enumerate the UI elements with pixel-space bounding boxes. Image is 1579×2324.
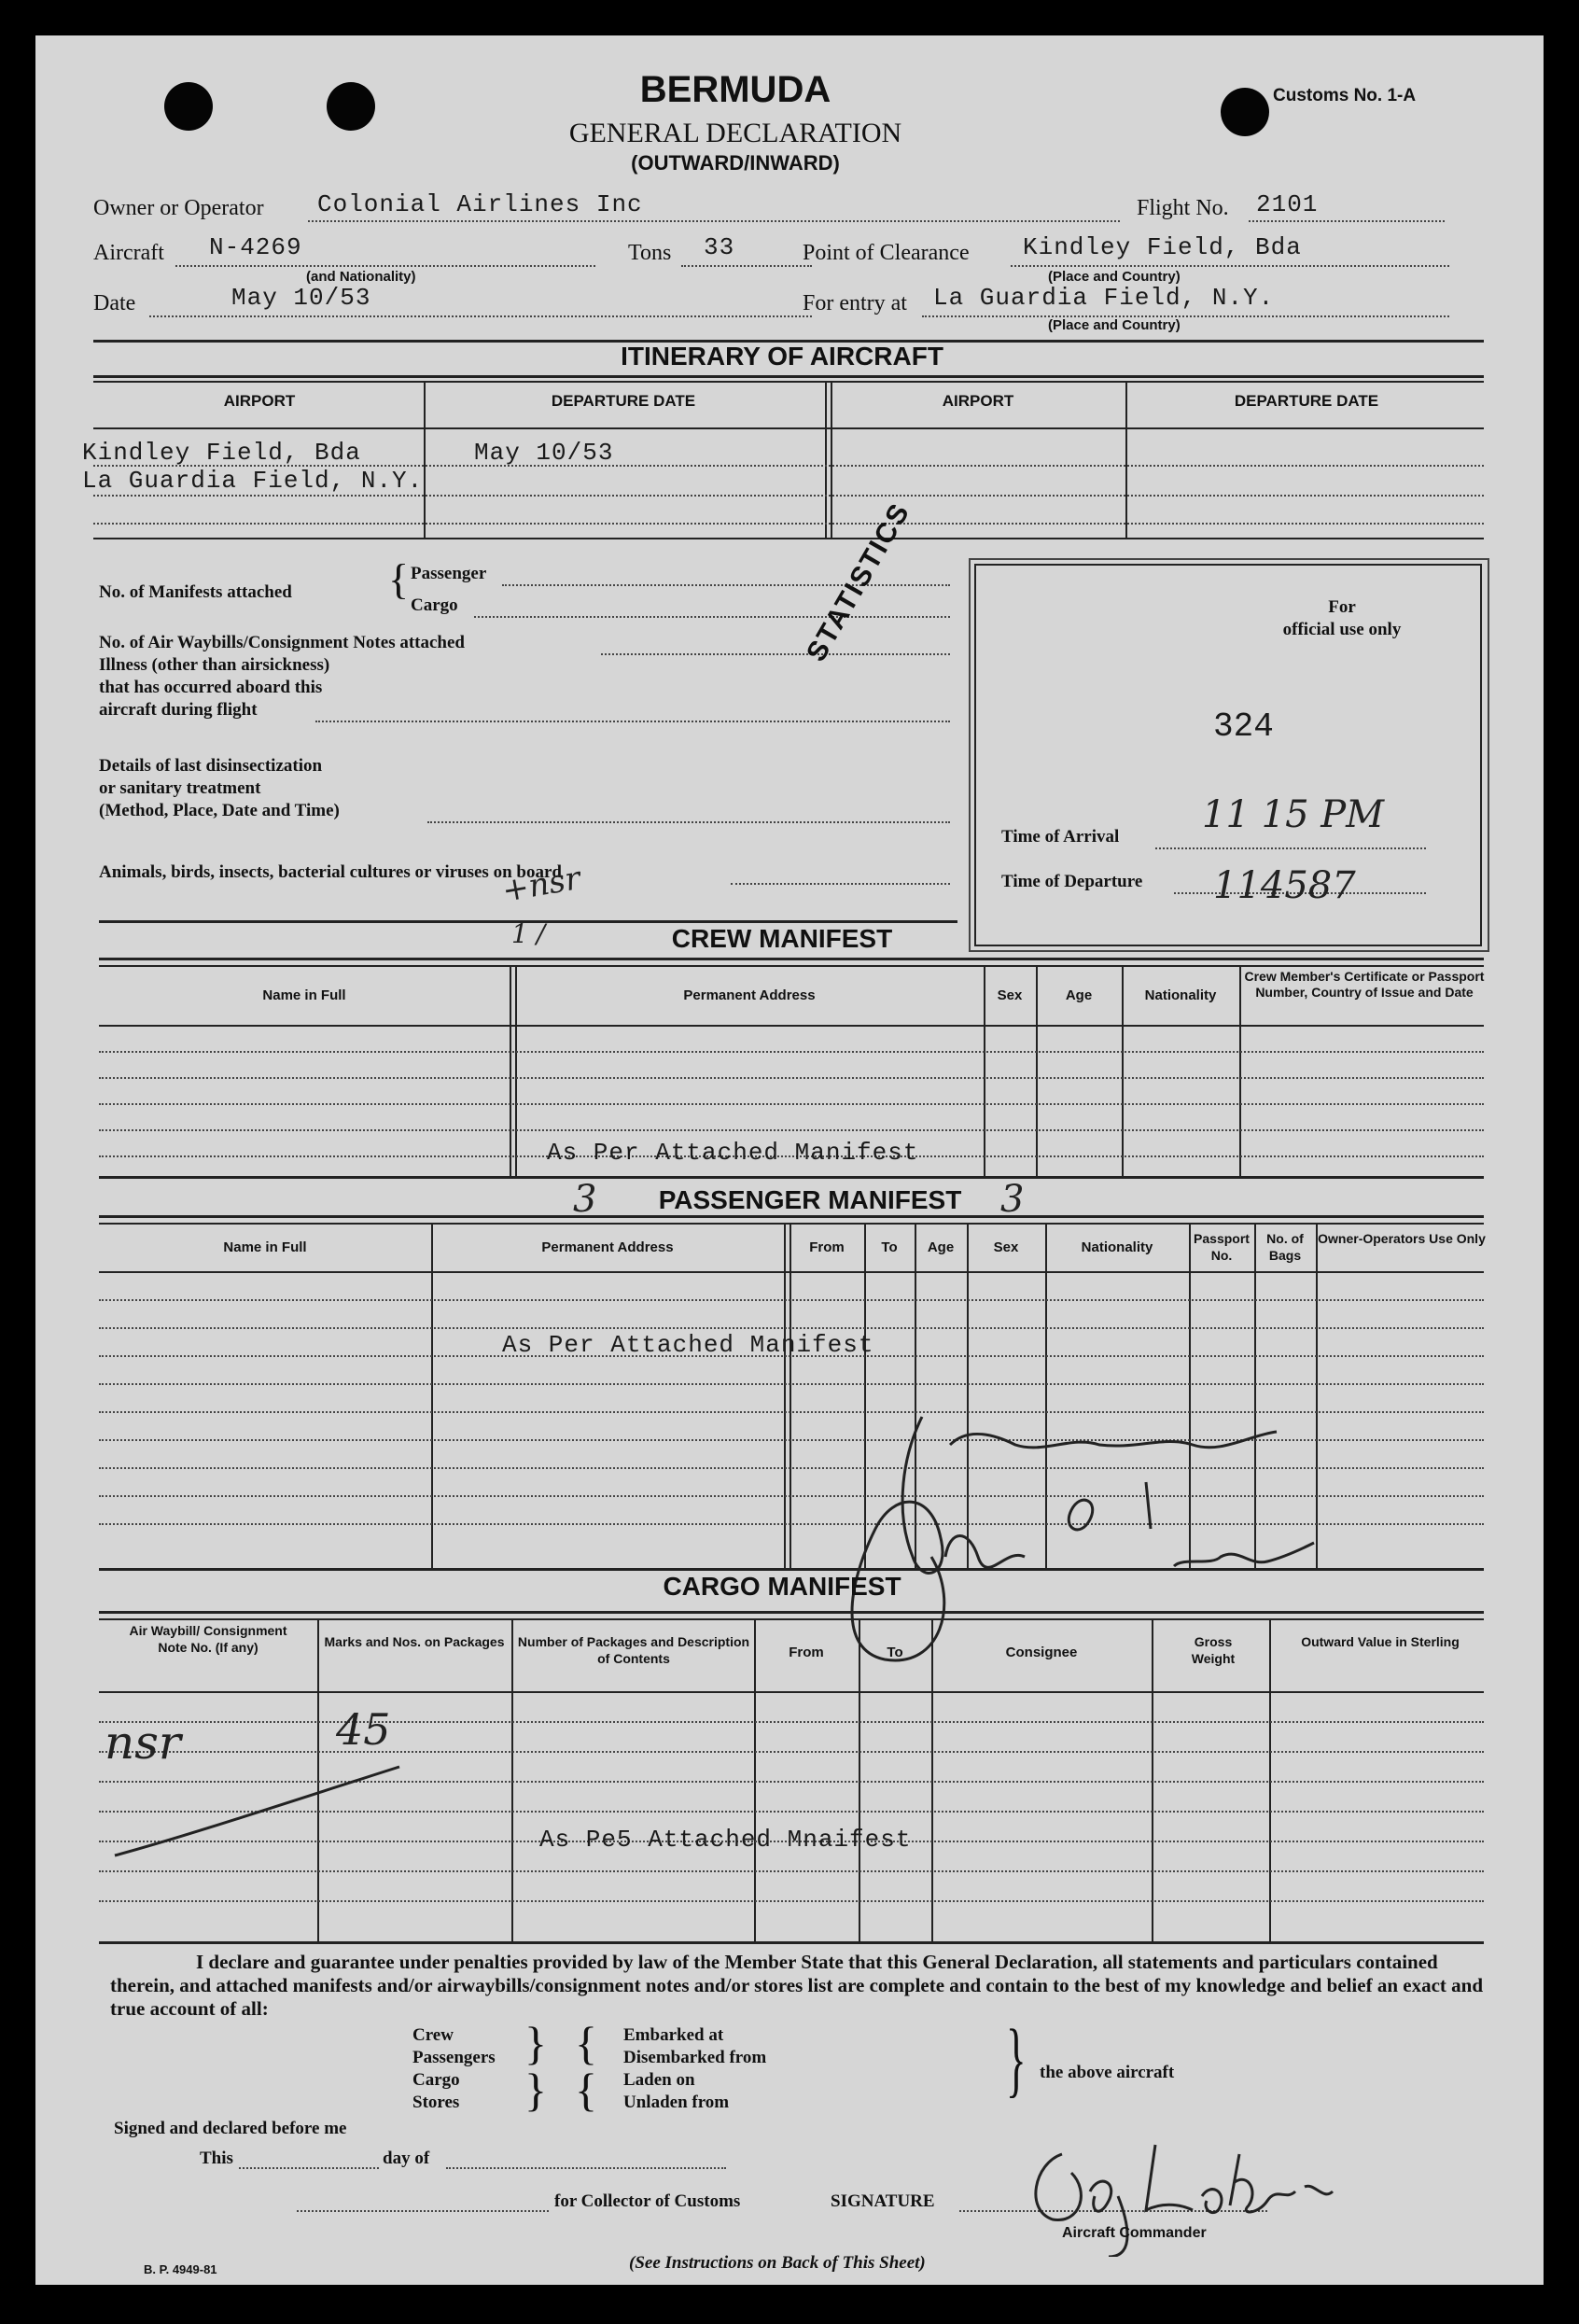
official-number: 324 <box>1213 707 1274 746</box>
statistics-stamp: STATISTICS <box>801 497 916 667</box>
decl-item-cargo: Cargo <box>412 2070 460 2090</box>
passenger-count-right: 3 <box>1000 1178 1025 1221</box>
entry-note: (Place and Country) <box>1048 317 1181 333</box>
clearance-note: (Place and Country) <box>1048 269 1181 285</box>
manifests-label: No. of Manifests attached <box>99 582 292 602</box>
itinerary-row-2-airport: La Guardia Field, N.Y. <box>82 467 424 495</box>
manifests-passenger-label: Passenger <box>411 564 487 583</box>
animals-label: Animals, birds, insects, bacterial cultures or viruses on board <box>99 862 562 882</box>
animals-handwritten-mark: +nsr <box>499 860 583 910</box>
decl-item-laden: Laden on <box>623 2070 695 2090</box>
passenger-col-sex: Sex <box>993 1239 1019 1255</box>
decl-item-disembarked: Disembarked from <box>623 2048 767 2067</box>
aircraft-value: N-4269 <box>209 233 302 261</box>
this-label: This <box>200 2149 233 2168</box>
passenger-title: PASSENGER MANIFEST <box>658 1185 962 1214</box>
itinerary-col-airport-1: AIRPORT <box>223 392 296 410</box>
passenger-col-age: Age <box>927 1239 955 1255</box>
form-subtitle: GENERAL DECLARATION <box>568 118 902 148</box>
cargo-col-packages: Number of Packages and Description of Contents <box>517 1634 750 1666</box>
itinerary-col-date-2: DEPARTURE DATE <box>1234 392 1379 410</box>
tons-value: 33 <box>704 233 735 261</box>
clearance-value: Kindley Field, Bda <box>1023 233 1302 261</box>
manifests-cargo-label: Cargo <box>411 595 458 615</box>
passenger-col-bags: No. of Bags <box>1266 1231 1304 1263</box>
passenger-col-name: Name in Full <box>223 1239 307 1255</box>
aircraft-note: (and Nationality) <box>306 269 416 285</box>
collector-label: for Collector of Customs <box>554 2191 741 2211</box>
entry-value: La Guardia Field, N.Y. <box>933 284 1275 312</box>
official-heading-2: official use only <box>1282 620 1402 639</box>
illness-line-3: aircraft during flight <box>99 700 258 720</box>
customs-number: Customs No. 1-A <box>1273 86 1417 105</box>
arrival-label: Time of Arrival <box>1001 827 1120 847</box>
cargo-title: CARGO MANIFEST <box>663 1572 901 1601</box>
passenger-col-to: To <box>881 1239 898 1255</box>
waybills-label: No. of Air Waybills/Consignment Notes attached <box>99 633 465 652</box>
passenger-note: As Per Attached Manifest <box>502 1331 874 1359</box>
crew-col-name: Name in Full <box>262 987 346 1003</box>
decl-suffix: the above aircraft <box>1040 2063 1175 2082</box>
form-title: BERMUDA <box>639 69 831 110</box>
signature-label: SIGNATURE <box>831 2191 935 2211</box>
passenger-col-address: Permanent Address <box>541 1239 674 1255</box>
handwritten-scribble <box>782 1342 1379 1678</box>
instructions-note: (See Instructions on Back of This Sheet) <box>629 2253 926 2273</box>
cargo-note: As Pe5 Attached Mnaifest <box>539 1826 912 1854</box>
cargo-col-weight: Gross Weight <box>1191 1634 1236 1666</box>
punch-hole-left <box>164 82 213 131</box>
cargo-col-from: From <box>789 1645 824 1660</box>
crew-col-sex: Sex <box>997 987 1023 1003</box>
declaration-text: I declare and guarantee under penalties provided by law of the Member State that this General Declaration, all statements and particulars contained therein, and attached manifests and/or airwaybills/consignment notes and/or stores list are complete and contain to the best of my knowledge and belief an exact and true account of all: <box>110 1951 1483 2020</box>
punch-hole-right <box>1221 88 1269 136</box>
itinerary-row-1-airport: Kindley Field, Bda <box>82 439 361 467</box>
crew-title: CREW MANIFEST <box>671 924 893 953</box>
cargo-col-consignee: Consignee <box>1005 1645 1078 1660</box>
flight-label: Flight No. <box>1137 196 1229 220</box>
date-value: May 10/53 <box>231 284 371 312</box>
tons-label: Tons <box>628 241 672 265</box>
decl-item-unladen: Unladen from <box>623 2093 730 2112</box>
disinsect-line-1: Details of last disinsectization <box>99 756 323 776</box>
owner-value: Colonial Airlines Inc <box>317 190 643 218</box>
departure-label: Time of Departure <box>1001 872 1143 891</box>
official-heading-1: For <box>1328 597 1356 617</box>
itinerary-col-airport-2: AIRPORT <box>942 392 1014 410</box>
crew-col-address: Permanent Address <box>683 987 816 1003</box>
crew-note: As Per Attached Manifest <box>547 1139 919 1167</box>
decl-item-crew: Crew <box>412 2025 454 2045</box>
entry-label: For entry at <box>803 291 907 315</box>
passenger-col-passport: Passport No. <box>1194 1231 1250 1263</box>
illness-line-1: Illness (other than airsickness) <box>99 655 330 675</box>
aircraft-label: Aircraft <box>93 241 164 265</box>
punch-hole-center <box>327 82 375 131</box>
cargo-col-to: To <box>887 1645 903 1660</box>
form-direction: (OUTWARD/INWARD) <box>631 151 840 175</box>
passenger-count-left: 3 <box>573 1178 597 1221</box>
decl-item-passengers: Passengers <box>412 2048 496 2067</box>
cargo-col-marks: Marks and Nos. on Packages <box>324 1634 505 1649</box>
signed-label: Signed and declared before me <box>114 2119 347 2138</box>
day-label: day of <box>383 2149 430 2168</box>
cargo-col-value: Outward Value in Sterling <box>1301 1634 1460 1649</box>
form-number: B. P. 4949-81 <box>144 2262 217 2276</box>
cargo-handwritten-marks: 45 <box>336 1704 391 1755</box>
cargo-strike-line <box>110 1762 409 1865</box>
departure-value: 114587 <box>1213 864 1356 907</box>
arrival-value: 11 15 PM <box>1202 793 1385 836</box>
itinerary-row-1-date: May 10/53 <box>474 439 614 467</box>
flight-value: 2101 <box>1256 190 1319 218</box>
passenger-col-from: From <box>809 1239 845 1255</box>
itinerary-title: ITINERARY OF AIRCRAFT <box>621 342 943 371</box>
crew-col-certificate: Crew Member's Certificate or Passport Number, Country of Issue and Date <box>1244 969 1485 1000</box>
decl-item-embarked: Embarked at <box>623 2025 724 2045</box>
passenger-col-nationality: Nationality <box>1081 1239 1153 1255</box>
crew-col-age: Age <box>1065 987 1093 1003</box>
clearance-label: Point of Clearance <box>803 241 970 265</box>
disinsect-line-3: (Method, Place, Date and Time) <box>99 801 340 820</box>
passenger-col-owner-use: Owner-Operators Use Only <box>1318 1231 1486 1246</box>
declaration-form: BERMUDA GENERAL DECLARATION (OUTWARD/INWARD) Customs No. 1-A Owner or Operator Colonial Airlines Inc Flight No. 2101 Aircraft N-4269 (and Nationality) Tons 33 Point of Clearance Kindley Field, Bda (Place and Country) Date May 10/53 For entry at La Guardia Field, N.Y. (Place and Country) ITINERARY OF AIRCRAFT AIRPORT DEPARTURE DATE AIRPORT DEPARTURE DATE Kindley Field, Bda May 10/53 La Guardia Field, N.Y. No. of Manifests attached { Passenger Cargo No. of Air Waybills/Consignment Notes attached Illness (other than airsickness) that has occurred aboard this aircraft during flight Details of last disinsectization or sanitary treatment (Method, Place, Date and Time) Animals, birds, insects, bacterial cultures or viruses on board STATISTICS +nsr For official use only 324 Time of Arrival 11 15 PM Time of Departure 114587 1 / CREW MANIFEST Name in Full Permanent Address Sex Age Nationality Crew Member's Certificate or Passport Number, Country of Issue and Date As Per Attached Manifest 3 PASSENGER MANIFEST 3 Name in Full Permanent Address From To Age Sex Nationality Passport No. No. of Bags Owner-Operators Use Only As Per Attached Manifest CARGO MANIFEST Air Waybill/ Consignment Note No. (If any) Marks and Nos. on Packages Number of Packages and Description of Contents From To Consignee Gross Weight Outward Value in Sterling nsr 45 As Pe5 Attached Mnaifest I declare and guarantee under penalties provided by law of the Member State that this General Declaration, all statements and particulars contained therein, and attached manifests and/or airwaybills/consignment notes and/or stores list are complete and contain to the best of my knowledge and belief an exact and true account of all: Crew Passengers Cargo Stores } } { { Embarked at Disembarked from Laden on Unladen from } the above aircraft Signed and declared before me This day of for Collector of Customs SIGNATURE Aircraft Commander (See Instructions on Back of This Sheet) B. P. 4949-81 <box>35 35 1544 2285</box>
date-label: Date <box>93 291 136 315</box>
owner-label: Owner or Operator <box>93 196 264 220</box>
commander-label: Aircraft Commander <box>1062 2225 1207 2241</box>
illness-line-2: that has occurred aboard this <box>99 678 323 697</box>
disinsect-line-2: or sanitary treatment <box>99 778 261 798</box>
cargo-handwritten-waybill: nsr <box>105 1715 181 1770</box>
itinerary-col-date-1: DEPARTURE DATE <box>551 392 696 410</box>
crew-col-nationality: Nationality <box>1144 987 1217 1003</box>
decl-item-stores: Stores <box>412 2093 460 2112</box>
cargo-col-waybill: Air Waybill/ Consignment Note No. (If any) <box>129 1623 287 1655</box>
